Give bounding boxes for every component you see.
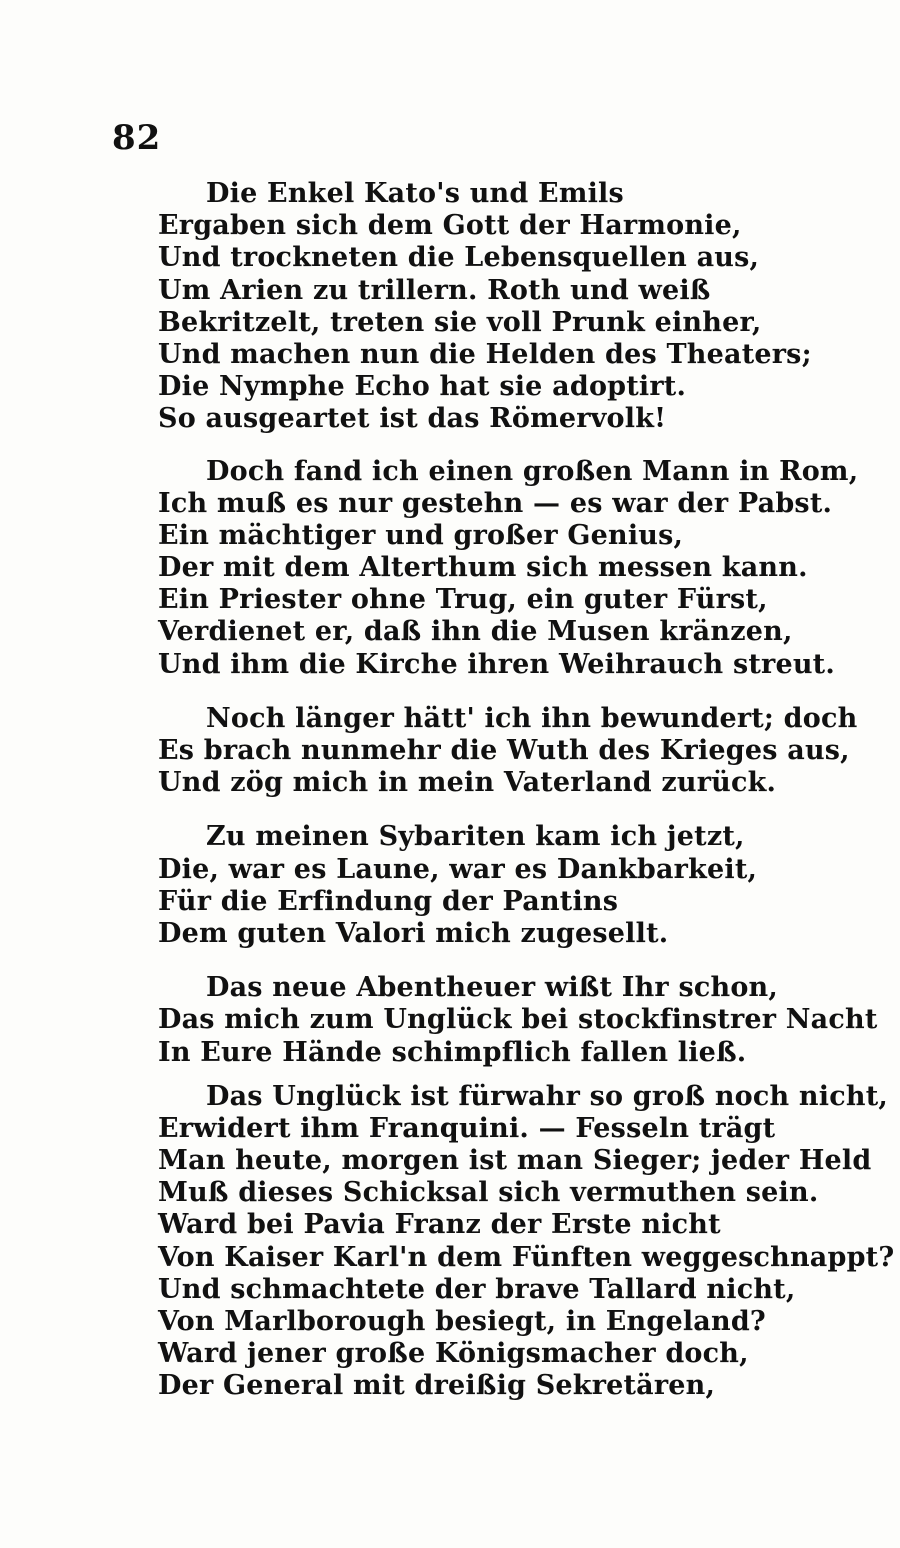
verse-line: Die Nymphe Echo hat sie adoptirt. — [158, 371, 687, 403]
stanza-5 — [158, 972, 878, 1069]
verse-line: Die Enkel Kato's und Emils — [206, 178, 624, 209]
verse-line: So ausgeartet ist das Römervolk! — [158, 403, 667, 435]
verse-line: Es brach nunmehr die Wuth des Krieges aus, — [158, 735, 850, 766]
verse-line: Noch länger hätt' ich ihn bewundert; doch — [206, 702, 858, 734]
verse-line: Man heute, morgen ist man Sieger; jeder Held — [158, 1145, 872, 1177]
verse-line: Der mit dem Alterthum sich messen kann. — [158, 552, 808, 584]
verse-line: Bekritzelt, treten sie voll Prunk einher, — [158, 306, 762, 338]
stanza-6 — [158, 1080, 895, 1403]
verse-line: Ward jener große Königsmacher doch, — [158, 1338, 749, 1370]
verse-line: Ergaben sich dem Gott der Harmonie, — [158, 210, 742, 242]
verse-line: Verdienet er, daß ihn die Musen kränzen, — [158, 616, 793, 648]
verse-line: Ein Priester ohne Trug, ein guter Fürst, — [158, 584, 768, 616]
verse-line: Und machen nun die Helden des Theaters; — [158, 338, 812, 370]
verse-line: Muß dieses Schicksal sich vermuthen sein. — [158, 1177, 819, 1209]
verse-line: Und trockneten die Lebensquellen aus, — [158, 242, 760, 274]
verse-line: Um Arien zu trillern. Roth und weiß — [158, 274, 711, 306]
verse-line: In Eure Hände schimpflich fallen ließ. — [158, 1036, 747, 1068]
verse-line: Und ihm die Kirche ihren Weihrauch streut. — [158, 648, 835, 680]
verse-line: Ich muß es nur gestehn — es war der Pabst. — [158, 487, 833, 519]
verse-line: Das Unglück ist fürwahr so groß noch nicht, — [206, 1080, 888, 1112]
stanza-3 — [158, 702, 858, 800]
verse-line: Die, war es Laune, war es Dankbarkeit, — [158, 853, 758, 885]
verse-line: Und schmachtete der brave Tallard nicht, — [158, 1273, 796, 1305]
verse-line: Doch fand ich einen großen Mann in Rom, — [206, 455, 859, 487]
verse-line: Zu meinen Sybariten kam ich jetzt, — [206, 821, 745, 853]
verse-line: Erwidert ihm Franquini. — Fesseln trägt — [158, 1112, 776, 1144]
stanza-2 — [158, 455, 859, 681]
page-number: 82 — [112, 118, 162, 158]
stanza-4 — [158, 821, 798, 950]
verse-line: Das neue Abentheuer wißt Ihr schon, — [206, 972, 778, 1004]
stanza-1 — [158, 178, 812, 436]
verse-line: Von Marlborough besiegt, in Engeland? — [158, 1306, 766, 1337]
verse-line: Dem guten Valori mich zugesellt. — [158, 917, 669, 949]
poem-text — [158, 178, 895, 1403]
verse-line: Das mich zum Unglück bei stockfinstrer Nacht — [158, 1004, 878, 1036]
verse-line: Und zög mich in mein Vaterland zurück. — [158, 767, 777, 799]
verse-line: Ein mächtiger und großer Genius, — [158, 519, 684, 551]
verse-line: Ward bei Pavia Franz der Erste nicht — [158, 1209, 721, 1241]
verse-line: Für die Erfindung der Pantins — [158, 885, 619, 917]
verse-line: Von Kaiser Karl'n dem Fünften weggeschnappt? — [158, 1241, 895, 1273]
verse-line: Der General mit dreißig Sekretären, — [158, 1370, 716, 1402]
